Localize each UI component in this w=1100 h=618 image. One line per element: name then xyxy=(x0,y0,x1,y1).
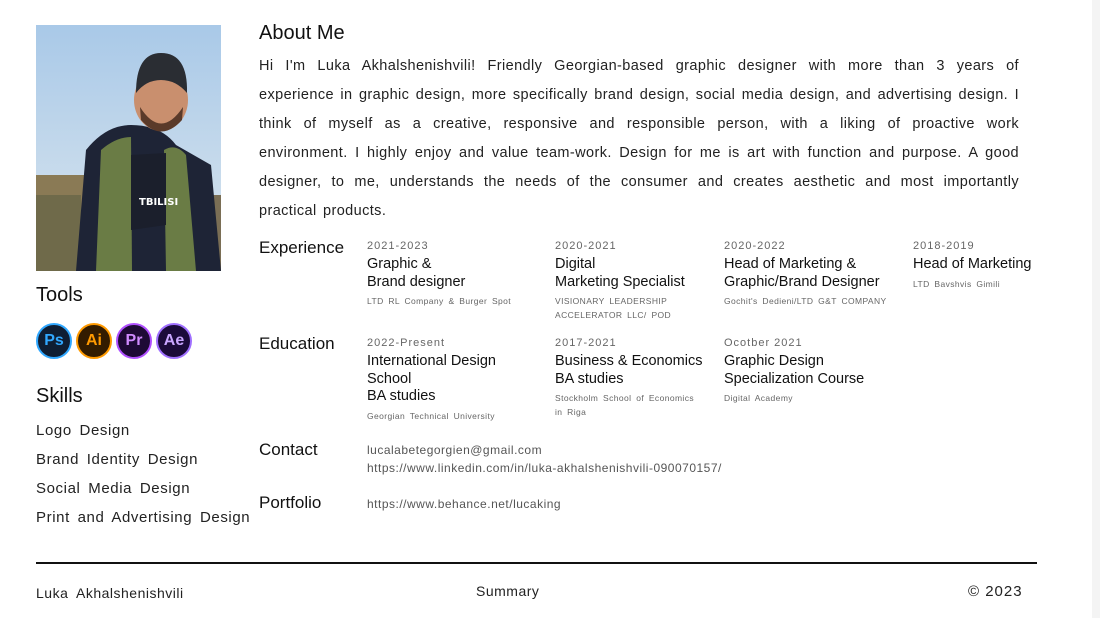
after-effects-icon xyxy=(156,323,192,359)
experience-entry xyxy=(555,240,735,322)
skill-item: Logo Design xyxy=(36,422,130,439)
experience-entry xyxy=(724,240,904,308)
entry-org: Georgian Technical University xyxy=(367,410,495,421)
portfolio-link[interactable]: https://www.behance.net/lucaking xyxy=(367,497,562,511)
entry-role: Head of Marketing & Graphic/Brand Designer xyxy=(724,256,880,290)
about-heading: About Me xyxy=(259,22,345,44)
entry-date: 2017-2021 xyxy=(555,337,617,349)
entry-date: 2020-2021 xyxy=(555,240,617,252)
footer-copyright: © 2023 xyxy=(968,583,1023,600)
education-entry xyxy=(367,337,547,423)
entry-org: Gochit's Dedieni/LTD G&T COMPANY xyxy=(724,296,887,306)
skill-item: Print and Advertising Design xyxy=(36,509,251,526)
skills-heading: Skills xyxy=(36,385,83,407)
portrait-photo xyxy=(36,25,221,271)
premiere-icon xyxy=(116,323,152,359)
tool-label: Ae xyxy=(163,332,185,349)
entry-date: 2020-2022 xyxy=(724,240,786,252)
tool-label: Pr xyxy=(125,332,143,349)
entry-date: 2022-Present xyxy=(367,337,446,349)
footer-divider xyxy=(36,562,1037,564)
experience-entry xyxy=(913,240,1063,291)
entry-role: Business & Economics BA studies xyxy=(555,353,703,387)
entry-role: Head of Marketing xyxy=(913,256,1032,272)
entry-date: Ocotber 2021 xyxy=(724,337,803,349)
entry-role: Digital Marketing Specialist xyxy=(555,256,685,290)
email-link[interactable]: lucalabetegorgien@gmail.com xyxy=(367,443,543,457)
page-edge xyxy=(1092,0,1100,618)
about-text: Hi I'm Luka Akhalshenishvili! Friendly Georgian-based graphic designer with more than 3 years of experience in graphic design, more specifically brand design, social media design, and advertising design. I think of myself as a creative, responsive and responsible person, with a liking of proactive work environment. I highly enjoy and value team-work. Design for me is art with function and purpose. A good designer, to me, understands the needs of the consumer and creates aesthetic and most importantly practical products. xyxy=(259,58,1019,219)
skill-item: Brand Identity Design xyxy=(36,451,199,468)
linkedin-link[interactable]: https://www.linkedin.com/in/luka-akhalshenishvili-090070157/ xyxy=(367,461,722,475)
education-entry xyxy=(555,337,735,419)
entry-role: Graphic Design Specialization Course xyxy=(724,353,865,387)
entry-org: LTD Bavshvis Gimili xyxy=(913,278,1001,289)
tools-list xyxy=(36,323,192,359)
skill-item: Social Media Design xyxy=(36,480,191,497)
illustrator-icon xyxy=(76,323,112,359)
education-entry xyxy=(724,337,904,405)
tool-label: Ai xyxy=(86,332,102,349)
entry-role: International Design School BA studies xyxy=(367,353,496,404)
tool-label: Ps xyxy=(44,332,64,349)
entry-org: Stockholm School of Economics in Riga xyxy=(555,393,695,417)
contact-heading: Contact xyxy=(259,440,318,459)
footer-title: Summary xyxy=(476,583,540,599)
portfolio-heading: Portfolio xyxy=(259,493,322,512)
entry-org: LTD RL Company & Burger Spot xyxy=(367,296,512,306)
entry-org: Digital Academy xyxy=(724,393,793,403)
entry-date: 2021-2023 xyxy=(367,240,429,252)
entry-org: VISIONARY LEADERSHIP ACCELERATOR LLC/ POD xyxy=(555,296,672,320)
experience-entry xyxy=(367,240,547,308)
experience-heading: Experience xyxy=(259,238,345,257)
svg-text:TBILISI: TBILISI xyxy=(139,197,179,208)
photoshop-icon xyxy=(36,323,72,359)
footer-name: Luka Akhalshenishvili xyxy=(36,585,184,601)
skills-list xyxy=(36,421,250,537)
entry-date: 2018-2019 xyxy=(913,240,975,252)
education-heading: Education xyxy=(259,334,335,353)
entry-role: Graphic & Brand designer xyxy=(367,256,466,290)
tools-heading: Tools xyxy=(36,284,83,306)
